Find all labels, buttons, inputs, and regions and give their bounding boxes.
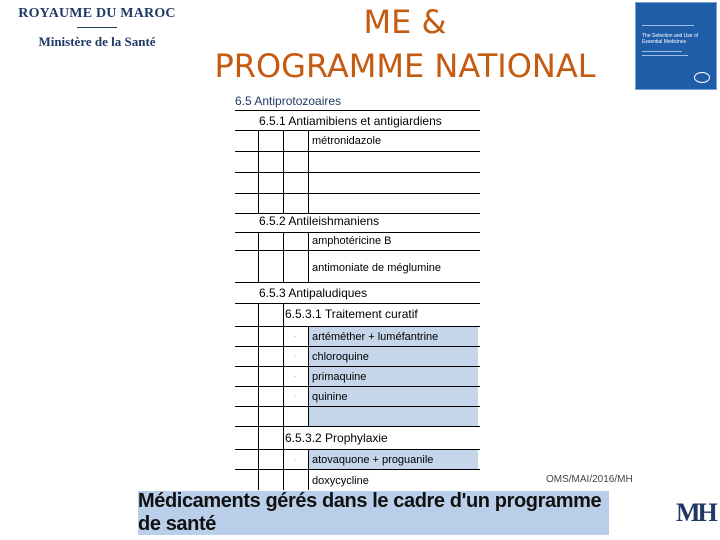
cover-rule	[642, 51, 682, 52]
caption-text: Médicaments gérés dans le cadre d'un programme de santé	[138, 490, 602, 535]
medicine-item: doxycycline	[312, 475, 369, 487]
title-line-1: ME &	[363, 3, 447, 41]
column-divider	[308, 326, 309, 426]
medicine-item: artéméther + luméfantrine	[312, 331, 439, 343]
column-divider	[308, 232, 309, 282]
slide-title	[190, 0, 620, 88]
row-divider	[235, 366, 480, 367]
subsection-title: 6.5.3.1 Traitement curatif	[285, 307, 418, 321]
medicine-item: quinine	[312, 391, 348, 403]
row-marker: ·	[294, 354, 296, 360]
column-divider	[258, 303, 259, 490]
row-divider	[235, 151, 480, 152]
highlight-band	[308, 407, 478, 426]
row-divider	[235, 303, 480, 304]
slide-reference: OMS/MAI/2016/MH	[546, 474, 633, 485]
who-emblem-icon	[694, 72, 710, 83]
row-divider	[235, 130, 480, 131]
cover-rule	[642, 25, 694, 26]
row-divider	[235, 232, 480, 233]
section-title: 6.5.3 Antipaludiques	[259, 286, 368, 300]
row-divider	[235, 469, 480, 470]
row-divider	[235, 110, 480, 111]
title-line-2: PROGRAMME NATIONAL	[214, 47, 596, 85]
row-divider	[235, 346, 480, 347]
cover-rule	[642, 55, 688, 56]
row-marker: ·	[294, 394, 296, 400]
medicines-list-excerpt	[228, 90, 480, 490]
report-cover-thumbnail	[635, 2, 717, 90]
row-divider	[235, 250, 480, 251]
row-divider	[235, 282, 480, 283]
section-title: 6.5.1 Antiamibiens et antigiardiens	[259, 114, 442, 128]
mh-monogram-logo: MH	[676, 498, 715, 527]
caption-banner	[138, 491, 609, 535]
logo-ministry: Ministère de la Santé	[38, 34, 156, 49]
row-divider	[235, 193, 480, 194]
column-divider	[283, 232, 284, 282]
row-divider	[235, 386, 480, 387]
row-marker: ·	[294, 374, 296, 380]
medicine-item: métronidazole	[312, 135, 382, 147]
medicine-item: chloroquine	[312, 351, 369, 363]
medicine-item: amphotéricine B	[312, 235, 392, 247]
logo-divider	[77, 27, 117, 28]
logo-country: ROYAUME DU MAROC	[18, 6, 176, 21]
list-heading: 6.5 Antiprotozoaires	[235, 94, 342, 108]
row-divider	[235, 172, 480, 173]
section-title: 6.5.2 Antileishmaniens	[259, 214, 380, 228]
row-divider	[235, 406, 480, 407]
row-marker: ·	[294, 334, 296, 340]
subsection-title: 6.5.3.2 Prophylaxie	[285, 431, 388, 445]
medicine-item: atovaquone + proguanile	[312, 454, 434, 466]
column-divider	[258, 232, 259, 282]
medicine-item: primaquine	[312, 371, 367, 383]
ministry-logo	[8, 6, 186, 50]
row-marker: ·	[294, 457, 296, 463]
column-divider	[283, 303, 284, 490]
row-divider	[235, 426, 480, 427]
medicine-item: antimoniate de méglumine	[312, 262, 442, 274]
cover-title: The Selection and Use of Essential Medicines	[642, 33, 699, 45]
